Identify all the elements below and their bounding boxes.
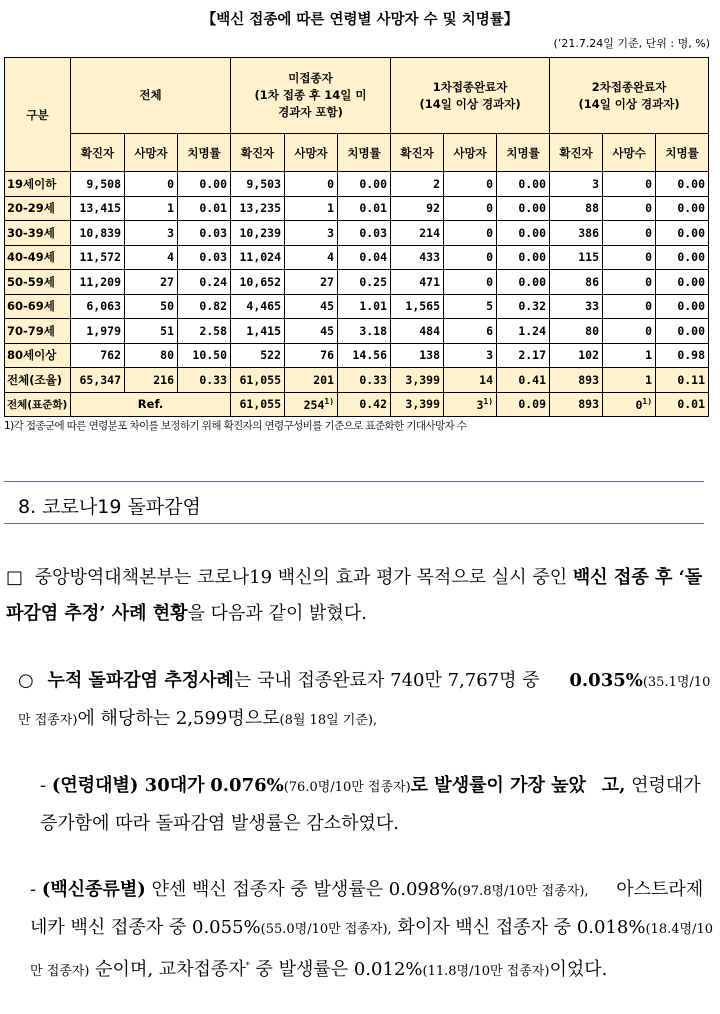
table-cell: 0 [603, 319, 656, 344]
table-cell: 50 [125, 294, 178, 319]
section-heading: 8. 코로나19 돌파감염 [18, 496, 201, 518]
square-bullet: □ [6, 567, 24, 588]
table-cell: 115 [550, 245, 603, 270]
table-cell: 3 [125, 221, 178, 246]
table-cell: 0.00 [338, 172, 391, 197]
table-cell: 0.00 [656, 270, 709, 295]
table-cell: 3 [550, 172, 603, 197]
paragraph-cumulative: ○ 누적 돌파감염 추정사례는 국내 접종완료자 740만 7,767명 중 0.035%(35.1명/10만 접종자)에 해당하는 2,599명으로(8월 18일 기준), [18, 670, 711, 729]
table-cell: 0.03 [178, 245, 231, 270]
table-cell: 86 [550, 270, 603, 295]
table-cell: 1.01 [338, 294, 391, 319]
row-label: 50-59세 [5, 270, 71, 295]
subheader: 확진자 [550, 134, 603, 172]
table-cell: 0 [444, 270, 497, 295]
table-row [5, 245, 709, 270]
row-label: 전체(조율) [5, 368, 71, 393]
table-cell: 45 [285, 319, 338, 344]
header-group: 1차접종완료자 (14일 이상 경과자) [391, 58, 550, 134]
table-cell: 1 [285, 196, 338, 221]
table-cell: 1,565 [391, 294, 444, 319]
table-cell: 0.32 [497, 294, 550, 319]
subheader: 치명률 [178, 134, 231, 172]
header-group: 미접종자 (1차 접종 후 14일 미 경과자 포함) [231, 58, 391, 134]
table-cell: 11,572 [71, 245, 125, 270]
table-cell: 65,347 [71, 368, 125, 393]
subheader: 사망자 [125, 134, 178, 172]
table-row [5, 270, 709, 295]
paragraph-by-age: - (연령대별) 30대가 0.076%(76.0명/10만 접종자)로 발생률이 가장 높았 고, 연령대가 증가함에 따라 돌파감염 발생률은 감소하였다. [40, 775, 701, 834]
table-cell: 893 [550, 368, 603, 393]
table-cell: 0.04 [338, 245, 391, 270]
table-cell: 0.25 [338, 270, 391, 295]
table-cell: 0.00 [497, 196, 550, 221]
table-cell: 3 [444, 343, 497, 368]
section-top-rule [4, 481, 704, 482]
table-cell: 0.01 [178, 196, 231, 221]
table-cell: 11,024 [231, 245, 285, 270]
table-cell: 1,415 [231, 319, 285, 344]
table-cell: 10.50 [178, 343, 231, 368]
paragraph-announcement: □ 중앙방역대책본부는 코로나19 백신의 효과 평가 목적으로 실시 중인 백신 접종 후 ‘돌파감염 추정’ 사례 현황을 다음과 같이 밝혔다. [6, 567, 703, 624]
paragraph-by-vaccine: - (백신종류별) 얀센 백신 접종자 중 발생률은 0.098%(97.8명/10만 접종자), 아스트라제네카 백신 접종자 중 0.055%(55.0명/10만 접종자), 화이자 백신 접종자 중 0.018%(18.4명/10만 접종자) 순이며, 교차접종자* 중 발생률은 0.012%(11.8명/10만 접종자)이었다. [30, 879, 713, 980]
subheader: 치명률 [497, 134, 550, 172]
fatality-table [4, 57, 709, 417]
table-row [5, 196, 709, 221]
table-cell: 0.00 [656, 319, 709, 344]
table-cell: 0 [285, 172, 338, 197]
subheader: 사망수 [603, 134, 656, 172]
table-cell: 6,063 [71, 294, 125, 319]
table-cell: 0 [444, 245, 497, 270]
subheader: 사망자 [285, 134, 338, 172]
table-cell: 522 [231, 343, 285, 368]
table-cell: 9,503 [231, 172, 285, 197]
table-cell: 0.11 [656, 368, 709, 393]
table-cell: 45 [285, 294, 338, 319]
table-cell: 14 [444, 368, 497, 393]
table-cell: 1 [125, 196, 178, 221]
dash-bullet: - [40, 775, 47, 796]
table-cell: 0 [125, 172, 178, 197]
header-group: 전체 [71, 58, 231, 134]
table-cell: 10,839 [71, 221, 125, 246]
row-label: 80세이상 [5, 343, 71, 368]
table-cell: 10,239 [231, 221, 285, 246]
table-title: 【백신 접종에 따른 연령별 사망자 수 및 치명률】 [201, 12, 519, 28]
row-label: 40-49세 [5, 245, 71, 270]
table-cell: 27 [285, 270, 338, 295]
table-cell: 1,979 [71, 319, 125, 344]
table-cell: 3.18 [338, 319, 391, 344]
table-cell: 80 [550, 319, 603, 344]
footnote: 1)각 접종군에 따른 연령분포 차이를 보정하기 위해 확진자의 연령구성비를 기준으로 표준화한 기대사망자 수 [4, 420, 467, 432]
table-cell: 0.24 [178, 270, 231, 295]
table-cell: 4 [125, 245, 178, 270]
table-cell: 11,209 [71, 270, 125, 295]
table-cell: 1 [603, 368, 656, 393]
table-row [5, 172, 709, 197]
table-cell: 0.00 [497, 245, 550, 270]
table-cell: 0.03 [338, 221, 391, 246]
table-cell: 0.00 [656, 294, 709, 319]
table-cell: 0.01 [338, 196, 391, 221]
table-cell: 5 [444, 294, 497, 319]
table-cell: 3,399 [391, 392, 444, 417]
subheader: 치명률 [656, 134, 709, 172]
table-cell: 0.00 [497, 270, 550, 295]
table-cell: 0 [603, 270, 656, 295]
section-bottom-rule [4, 523, 704, 524]
table-cell: 893 [550, 392, 603, 417]
table-cell: 254$^{1)}$ [285, 392, 338, 417]
table-row [5, 294, 709, 319]
table-cell: 2 [391, 172, 444, 197]
table-cell: 80 [125, 343, 178, 368]
table-cell: 1.24 [497, 319, 550, 344]
table-cell: 92 [391, 196, 444, 221]
header-category: 구분 [5, 58, 71, 172]
table-cell: 216 [125, 368, 178, 393]
table-cell: 0 [444, 172, 497, 197]
row-label: 70-79세 [5, 319, 71, 344]
table-cell: 3 [285, 221, 338, 246]
unit-note: (’21.7.24일 기준, 단위 : 명, %) [553, 37, 710, 50]
table-cell: 51 [125, 319, 178, 344]
dash-bullet: - [30, 879, 37, 900]
table-cell: 0$^{1)}$ [603, 392, 656, 417]
table-cell: 214 [391, 221, 444, 246]
table-row [5, 319, 709, 344]
table-cell: 0.03 [178, 221, 231, 246]
table-cell: 102 [550, 343, 603, 368]
header-group: 2차접종완료자 (14일 이상 경과자) [550, 58, 709, 134]
table-row [5, 221, 709, 246]
table-row [5, 392, 709, 417]
table-cell: 61,055 [231, 392, 285, 417]
subheader: 치명률 [338, 134, 391, 172]
row-label: 30-39세 [5, 221, 71, 246]
table-cell: 0 [603, 221, 656, 246]
row-label: 60-69세 [5, 294, 71, 319]
row-label: 19세이하 [5, 172, 71, 197]
table-cell: 0 [603, 245, 656, 270]
table-cell: 4 [285, 245, 338, 270]
table-cell: 0.00 [656, 221, 709, 246]
table-cell: 6 [444, 319, 497, 344]
table-cell: 4,465 [231, 294, 285, 319]
table-cell: 14.56 [338, 343, 391, 368]
table-cell: 2.58 [178, 319, 231, 344]
table-cell: 88 [550, 196, 603, 221]
subheader: 확진자 [391, 134, 444, 172]
table-cell: 0.33 [338, 368, 391, 393]
table-cell: 386 [550, 221, 603, 246]
table-cell: 471 [391, 270, 444, 295]
table-cell: 0 [603, 196, 656, 221]
table-cell: 13,235 [231, 196, 285, 221]
table-cell: 61,055 [231, 368, 285, 393]
table-cell: 0 [444, 196, 497, 221]
table-row [5, 343, 709, 368]
table-cell: 762 [71, 343, 125, 368]
table-cell: 0.33 [178, 368, 231, 393]
table-cell: 10,652 [231, 270, 285, 295]
table-cell: 0 [603, 294, 656, 319]
table-cell: 0.00 [497, 221, 550, 246]
table-cell: 0 [444, 221, 497, 246]
row-label: 20-29세 [5, 196, 71, 221]
table-cell: 0.42 [338, 392, 391, 417]
table-cell: 13,415 [71, 196, 125, 221]
table-cell: 0.00 [656, 196, 709, 221]
table-cell: 0 [603, 172, 656, 197]
table-cell: 9,508 [71, 172, 125, 197]
subheader: 확진자 [231, 134, 285, 172]
circle-bullet: ○ [18, 670, 34, 691]
table-cell: 433 [391, 245, 444, 270]
table-cell: 3$^{1)}$ [444, 392, 497, 417]
row-label: 전체(표준화) [5, 392, 71, 417]
table-cell: 1 [603, 343, 656, 368]
table-cell: 0.00 [656, 245, 709, 270]
table-cell: 484 [391, 319, 444, 344]
table-cell: 27 [125, 270, 178, 295]
table-cell: 0.82 [178, 294, 231, 319]
table-cell: 0.00 [178, 172, 231, 197]
table-cell: 0.98 [656, 343, 709, 368]
table-cell: 0.00 [497, 172, 550, 197]
reference-cell: Ref. [71, 392, 231, 417]
table-cell: 138 [391, 343, 444, 368]
subheader: 사망자 [444, 134, 497, 172]
subheader: 확진자 [71, 134, 125, 172]
table-cell: 0.00 [656, 172, 709, 197]
table-cell: 2.17 [497, 343, 550, 368]
table-cell: 76 [285, 343, 338, 368]
table-cell: 0.09 [497, 392, 550, 417]
table-cell: 0.41 [497, 368, 550, 393]
table-row [5, 368, 709, 393]
table-cell: 3,399 [391, 368, 444, 393]
table-cell: 33 [550, 294, 603, 319]
table-cell: 0.01 [656, 392, 709, 417]
table-cell: 201 [285, 368, 338, 393]
